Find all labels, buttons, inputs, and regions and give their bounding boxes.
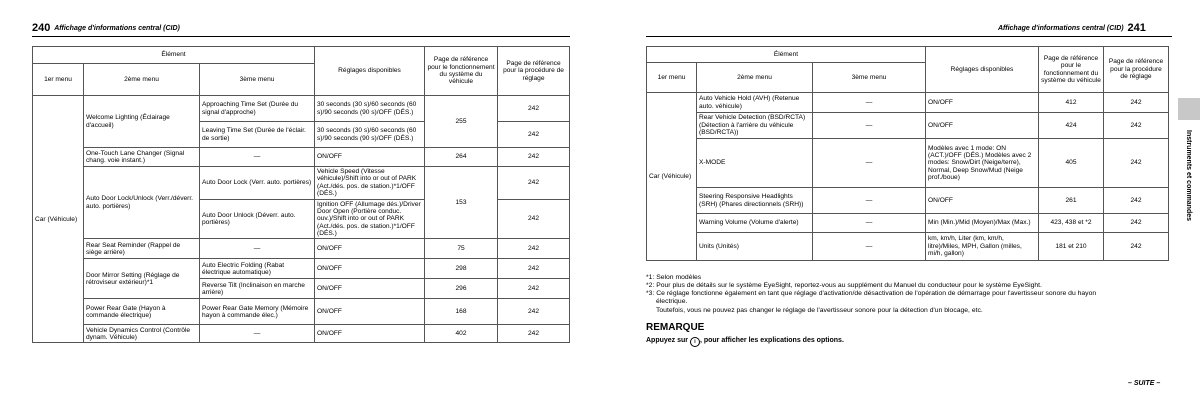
tilt-ref: 296: [425, 279, 498, 299]
warn-ref2: 242: [1104, 214, 1169, 233]
gate-ref: 168: [425, 299, 498, 325]
rear-seat-ref2: 242: [498, 239, 570, 259]
avh-ref: 412: [1039, 93, 1104, 113]
srh-ref2: 242: [1104, 188, 1169, 214]
dash: —: [813, 188, 926, 214]
power-rear-gate: Power Rear Gate (Hayon à commande électrique): [84, 299, 200, 325]
vdc-ref2: 242: [498, 325, 570, 343]
col-menu3: 3ème menu: [200, 64, 315, 96]
vehicle-dynamics-control: Vehicle Dynamics Control (Contrôle dynam. Véhicule): [84, 325, 200, 343]
auto-door-unlock-setting: Ignition OFF (Allumage dés.)/Driver Door Open (Portière conduc. ouv.)/Shift into or out of PARK (Act./dés. pos. de station.)*1/OFF (DÉS.): [315, 199, 425, 239]
xmode-ref2: 242: [1104, 139, 1169, 188]
menu1-car: Car (Véhicule): [33, 96, 84, 343]
onoff-setting: ON/OFF: [926, 93, 1039, 113]
folding-ref: 298: [425, 259, 498, 279]
approaching-setting: 30 seconds (30 s)/60 seconds (60 s)/90 seconds (90 s)/OFF (DÉS.): [315, 96, 425, 122]
units-setting: km, km/h, Liter (km, km/h, litre)/Miles, MPH, Gallon (milles, mi/h, gallon): [926, 233, 1039, 261]
col-menu2: 2ème menu: [84, 64, 200, 96]
auto-door-lock-setting: Vehicle Speed (Vitesse véhicule)/Shift into or out of PARK (Act./dés. pos. de station.)*1/OFF (DÉS.): [315, 167, 425, 200]
welcome-ref: 255: [425, 96, 498, 148]
x-mode: X-MODE: [697, 139, 813, 188]
footnote: *1: Selon modèles: [646, 274, 702, 281]
col-menu1: 1er menu: [647, 63, 697, 93]
col-ref-system: Page de référence pour le fonctionnement du système du véhicule: [425, 47, 498, 96]
left-header-rule: [32, 36, 570, 37]
onoff-setting: ON/OFF: [315, 259, 425, 279]
col-menu3: 3ème menu: [813, 63, 926, 93]
dash: —: [813, 233, 926, 261]
col-menu1: 1er menu: [33, 64, 84, 96]
auto-door-ref: 153: [425, 167, 498, 239]
onoff-setting: ON/OFF: [315, 299, 425, 325]
dash: —: [200, 148, 315, 167]
auto-door-lock-unlock: Auto Door Lock/Unlock (Verr./déverr. auto. portières): [84, 167, 200, 239]
auto-door-unlock: Auto Door Unlock (Déverr. auto. portières): [200, 199, 315, 239]
onoff-setting: ON/OFF: [315, 325, 425, 343]
onoff-setting: ON/OFF: [315, 279, 425, 299]
approaching-ref2: 242: [498, 96, 570, 122]
rear-seat-reminder: Rear Seat Reminder (Rappel de siège arrière): [84, 239, 200, 259]
power-rear-gate-memory: Power Rear Gate Memory (Mémoire hayon à commande élec.): [200, 299, 315, 325]
dash: —: [813, 113, 926, 139]
door-mirror-setting: Door Mirror Setting (Réglage de rétroviseur extérieur)*1: [84, 259, 200, 299]
dash: —: [813, 139, 926, 188]
footnote: *2: Pour plus de détails sur le système EyeSight, reportez-vous au supplément du Manuel du conducteur pour le système EyeSight.: [646, 282, 1042, 290]
srh-ref: 261: [1039, 188, 1104, 214]
right-header-title: Affichage d'informations central (CID): [998, 25, 1124, 32]
right-header-rule: [646, 36, 1172, 37]
remark-after: , pour afficher les explications des options.: [699, 337, 844, 344]
onoff-setting: ON/OFF: [926, 188, 1039, 214]
remark-title: REMARQUE: [646, 322, 705, 333]
warn-ref: 423, 438 et *2: [1039, 214, 1104, 233]
col-settings: Réglages disponibles: [926, 47, 1039, 93]
col-settings: Réglages disponibles: [315, 47, 425, 96]
tilt-ref2: 242: [498, 279, 570, 299]
welcome-lighting: Welcome Lighting (Éclairage d'accueil): [84, 96, 200, 148]
section-tab-text: Instruments et commandes: [1185, 130, 1192, 222]
right-page-number: 241: [1127, 22, 1146, 34]
steering-responsive-headlights: Steering Responsive Headlights (SRH) (Phares directionnels (SRH)): [697, 188, 813, 214]
footnote: *3: Ce réglage fonctionne également en tant que réglage d'activation/de désactivation de l'opération de démarrage pour l'avertisseur sonore du hayon: [646, 290, 1097, 298]
menu1-car: Car (Véhicule): [647, 93, 697, 261]
folding-ref2: 242: [498, 259, 570, 279]
one-touch-ref: 264: [425, 148, 498, 167]
remark-text: [646, 337, 844, 347]
leaving-time: Leaving Time Set (Durée de l'éclair. de sortie): [200, 122, 315, 148]
one-touch-ref2: 242: [498, 148, 570, 167]
dash: —: [200, 325, 315, 343]
left-header: [32, 22, 180, 36]
onoff-setting: ON/OFF: [315, 148, 425, 167]
vdc-ref: 402: [425, 325, 498, 343]
col-element: Élément: [33, 47, 315, 64]
col-menu2: 2ème menu: [697, 63, 813, 93]
col-element: Élément: [647, 47, 926, 63]
onoff-setting: ON/OFF: [926, 113, 1039, 139]
dash: —: [813, 93, 926, 113]
units-ref2: 242: [1104, 233, 1169, 261]
bsd-ref2: 242: [1104, 113, 1169, 139]
one-touch-lane: One-Touch Lane Changer (Signal chang. voie instant.): [84, 148, 200, 167]
remark-before: Appuyez sur: [646, 337, 689, 344]
units: Units (Unités): [697, 233, 813, 261]
units-ref: 181 et 210: [1039, 233, 1104, 261]
left-header-title: Affichage d'informations central (CID): [54, 25, 180, 32]
auto-door-lock: Auto Door Lock (Verr. auto. portières): [200, 167, 315, 200]
left-settings-table: [32, 46, 570, 343]
footnotes: [646, 274, 1176, 315]
leaving-setting: 30 seconds (30 s)/60 seconds (60 s)/90 seconds (90 s)/OFF (DÉS.): [315, 122, 425, 148]
right-settings-table: [646, 46, 1169, 261]
dash: —: [813, 214, 926, 233]
xmode-ref: 405: [1039, 139, 1104, 188]
dash: —: [200, 239, 315, 259]
left-page-number: 240: [32, 22, 51, 34]
section-tab-label: [1180, 130, 1192, 240]
x-mode-setting: Modèles avec 1 mode: ON (ACT.)/OFF (DÉS.) Modèles avec 2 modes: Snow/Dirt (Neige/terre), Normal, Deep Snow/Mud (Neige prof./boue): [926, 139, 1039, 188]
section-tab: [1178, 98, 1200, 120]
onoff-setting: ON/OFF: [315, 239, 425, 259]
auto-vehicle-hold: Auto Vehicle Hold (AVH) (Retenue auto. véhicule): [697, 93, 813, 113]
info-icon: i: [690, 337, 700, 347]
col-ref-setting: Page de référence pour la procédure de réglage: [498, 47, 570, 96]
auto-door-lock-ref2: 242: [498, 167, 570, 200]
right-page: [600, 0, 1200, 402]
rear-seat-ref: 75: [425, 239, 498, 259]
auto-door-unlock-ref2: 242: [498, 199, 570, 239]
reverse-tilt: Reverse Tilt (Inclinaison en marche arrière): [200, 279, 315, 299]
col-ref-system: Page de référence pour le fonctionnement du système du véhicule: [1039, 47, 1104, 93]
col-ref-setting: Page de référence pour la procédure de réglage: [1104, 47, 1169, 93]
rear-vehicle-detection: Rear Vehicle Detection (BSD/RCTA) (Détection à l'arrière du véhicule (BSD/RCTA)): [697, 113, 813, 139]
footnote: Toutefois, vous ne pouvez pas changer le réglage de l'avertisseur sonore pour la détection d'un blocage, etc.: [656, 306, 983, 314]
leaving-ref2: 242: [498, 122, 570, 148]
suite-label: – SUITE –: [1128, 380, 1161, 387]
avh-ref2: 242: [1104, 93, 1169, 113]
warning-volume: Warning Volume (Volume d'alerte): [697, 214, 813, 233]
footnote: électrique.: [656, 298, 688, 306]
approaching-time: Approaching Time Set (Durée du signal d'approche): [200, 96, 315, 122]
gate-ref2: 242: [498, 299, 570, 325]
bsd-ref: 424: [1039, 113, 1104, 139]
auto-electric-folding: Auto Electric Folding (Rabat électrique automatique): [200, 259, 315, 279]
warning-volume-setting: Min (Min.)/Mid (Moyen)/Max (Max.): [926, 214, 1039, 233]
right-header: [998, 22, 1146, 36]
